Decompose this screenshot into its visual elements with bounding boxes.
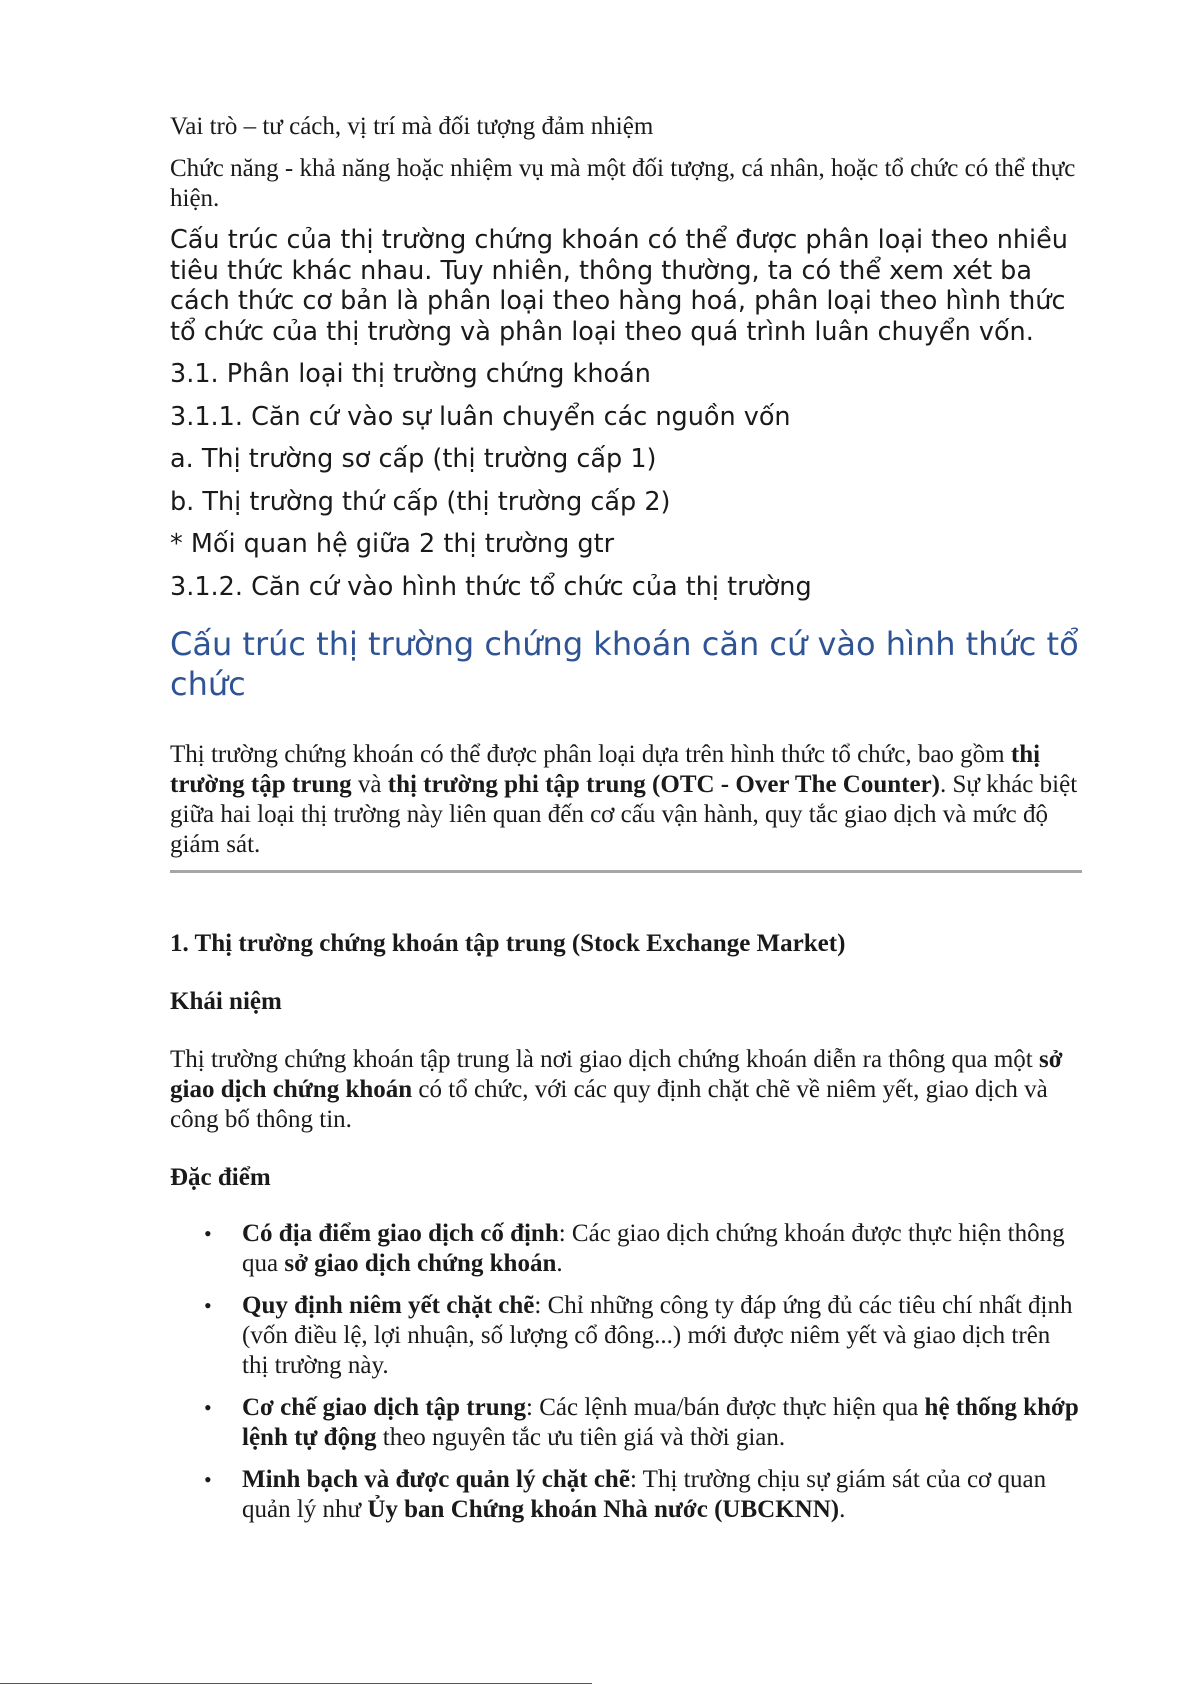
outline-item: 3.1. Phân loại thị trường chứng khoán (170, 359, 651, 389)
text-span: theo nguyên tắc ưu tiên giá và thời gian. (376, 1424, 786, 1451)
document-page (170, 112, 1082, 1537)
text-span: Thị trường chứng khoán có thể được phân loại dựa trên hình thức tổ chức, bao gồm (170, 741, 1011, 768)
text-span: : Các lệnh mua/bán được thực hiện qua (526, 1394, 925, 1421)
text-span: . (556, 1250, 563, 1277)
text-span: Thị trường chứng khoán tập trung là nơi giao dịch chứng khoán diễn ra thông qua một (170, 1046, 1039, 1073)
bullet-icon: • (204, 1221, 212, 1246)
text-span: : Các giao dịch chứng khoán được thực hiện thông qua (242, 1220, 1065, 1277)
footer-rule (0, 1683, 592, 1684)
list-item (170, 1465, 1082, 1525)
bullet-icon: • (204, 1293, 212, 1318)
bold-term: thị trường tập trung (170, 741, 1041, 798)
function-definition: Chức năng - khả năng hoặc nhiệm vụ mà một đối tượng, cá nhân, hoặc tổ chức có thể thực hiện. (170, 155, 1076, 212)
bullet-icon: • (204, 1395, 212, 1420)
feature-title: Quy định niêm yết chặt chẽ (242, 1292, 535, 1319)
market1-heading: 1. Thị trường chứng khoán tập trung (Stock Exchange Market) (170, 930, 846, 957)
bold-term: thị trường phi tập trung (OTC - Over The Counter) (387, 771, 940, 798)
concept-heading: Khái niệm (170, 988, 282, 1015)
text-span: : Thị trường chịu sự giám sát của cơ quan quản lý như (242, 1466, 1047, 1523)
outline-item: * Mối quan hệ giữa 2 thị trường gtr (170, 529, 615, 559)
text-span: : Chỉ những công ty đáp ứng đủ các tiêu chí nhất định (vốn điều lệ, lợi nhuận, số lượng cổ đông...) mới được niêm yết và giao dịch trên thị trường này. (242, 1292, 1073, 1379)
intro-paragraph (170, 740, 1082, 860)
list-item (170, 1393, 1082, 1453)
text-span: . (839, 1496, 846, 1523)
list-item (170, 1219, 1082, 1279)
feature-title: Cơ chế giao dịch tập trung (242, 1394, 526, 1421)
list-item (170, 1291, 1082, 1381)
features-heading: Đặc điểm (170, 1164, 271, 1191)
outline-item: 3.1.2. Căn cứ vào hình thức tổ chức của thị trường (170, 571, 812, 602)
feature-title: Minh bạch và được quản lý chặt chẽ (242, 1466, 630, 1493)
text-span: có tổ chức, với các quy định chặt chẽ về niêm yết, giao dịch và công bố thông tin. (170, 1076, 1048, 1133)
bold-term: Ủy ban Chứng khoán Nhà nước (UBCKNN) (367, 1496, 840, 1523)
outline-item: b. Thị trường thứ cấp (thị trường cấp 2) (170, 486, 671, 517)
bold-term: sở giao dịch chứng khoán (284, 1250, 557, 1277)
bullet-icon: • (204, 1467, 212, 1492)
outline-item: 3.1.1. Căn cứ vào sự luân chuyển các nguồn vốn (170, 401, 791, 432)
bold-term: sở giao dịch chứng khoán (170, 1046, 1063, 1103)
bold-term: hệ thống khớp lệnh tự động (242, 1394, 1079, 1451)
role-definition: Vai trò – tư cách, vị trí mà đối tượng đảm nhiệm (170, 113, 654, 140)
structure-intro-paragraph: Cấu trúc của thị trường chứng khoán có thể được phân loại theo nhiều tiêu thức khác nhau. Tuy nhiên, thông thường, ta có thể xem xét ba cách thức cơ bản là phân loại theo hàng hoá, phân loại theo hình thức tổ chức của thị trường và phân loại theo quá trình luân chuyển vốn. (170, 225, 1068, 347)
features-list (170, 1219, 1082, 1525)
horizontal-rule (170, 870, 1082, 873)
feature-title: Có địa điểm giao dịch cố định (242, 1220, 559, 1247)
concept-paragraph (170, 1045, 1082, 1135)
text-span: và (351, 771, 388, 798)
text-span: . Sự khác biệt giữa hai loại thị trường này liên quan đến cơ cấu vận hành, quy tắc giao dịch và mức độ giám sát. (170, 771, 1078, 858)
section-heading: Cấu trúc thị trường chứng khoán căn cứ vào hình thức tổ chức (170, 625, 1079, 703)
outline-item: a. Thị trường sơ cấp (thị trường cấp 1) (170, 444, 657, 474)
